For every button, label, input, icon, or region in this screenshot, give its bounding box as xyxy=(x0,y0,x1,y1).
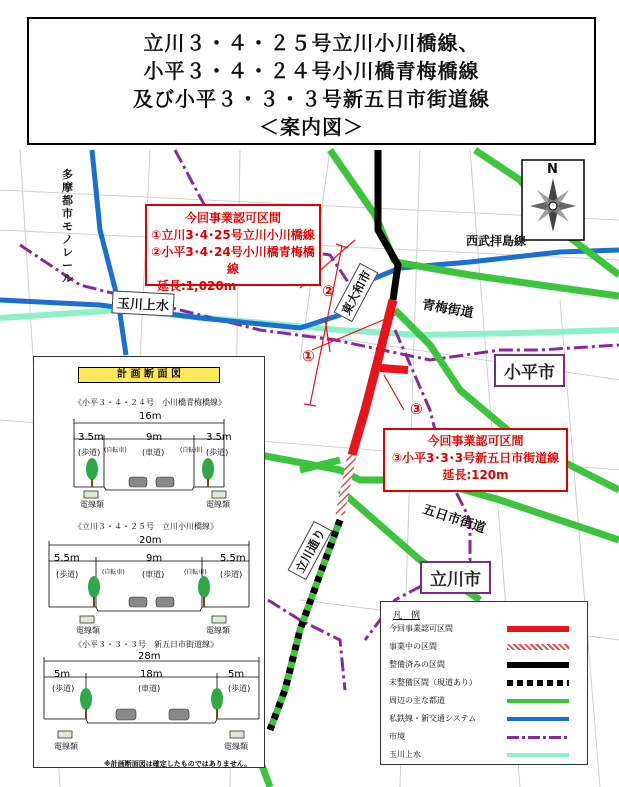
section3-center-width: 18m xyxy=(140,669,163,680)
section1-left-width: 3.5m xyxy=(78,432,104,443)
section2-center-width: 9m xyxy=(146,553,163,564)
section3-total: 28m xyxy=(138,651,161,662)
section2-title: 《立川３・４・２５号 立川小川橋線》 xyxy=(74,522,218,531)
cross-section-panel-title: 計 画 断 面 図 xyxy=(78,367,220,383)
legend-swatch-unimproved xyxy=(507,680,569,686)
section2-bike-left: (自転車) xyxy=(102,569,125,576)
section3-right-width: 5m xyxy=(228,669,245,680)
section2-sidewalk-right: (歩道) xyxy=(220,570,243,579)
legend-item-unimproved xyxy=(389,676,581,690)
section2-cable-right: 電線類 xyxy=(206,626,230,635)
section2-bike-right: (自転車) xyxy=(184,569,207,576)
section2-sidewalk-left: (歩道) xyxy=(56,570,79,579)
section3-sidewalk-right: (歩道) xyxy=(228,684,251,693)
section1-sidewalk-right: (歩道) xyxy=(206,448,229,457)
legend-swatch-in-progress xyxy=(507,644,569,650)
legend-label-city-boundary: 市境 xyxy=(389,732,405,741)
section1-road: (車道) xyxy=(142,448,165,457)
section2-road: (車道) xyxy=(142,570,165,579)
legend-label-tamagawa: 玉川上水 xyxy=(389,750,421,759)
section2-right-width: 5.5m xyxy=(220,553,246,564)
legend-label-in-progress: 事業中の区間 xyxy=(389,642,437,651)
section3-left-width: 5m xyxy=(54,669,71,680)
section1-right-width: 3.5m xyxy=(206,432,232,443)
section3-sidewalk-left: (歩道) xyxy=(52,684,75,693)
legend-panel xyxy=(380,601,588,765)
compass-label: N xyxy=(547,162,558,177)
monorail-label: 多摩都市モノレール xyxy=(62,168,73,285)
section1-total: 16m xyxy=(139,411,162,422)
section2-cable-left: 電線類 xyxy=(76,626,100,635)
legend-title: 凡 例 xyxy=(393,611,421,621)
section1-bike-left: (自転車) xyxy=(104,447,127,454)
callout-approved-1-2 xyxy=(145,204,321,293)
section2-total: 20m xyxy=(139,535,162,546)
title-line-2: 小平３・４・２４号小川橋青梅橋線 xyxy=(143,59,480,83)
title-box xyxy=(27,17,596,145)
legend-item-railway xyxy=(389,712,581,726)
cross-section-panel xyxy=(33,356,265,768)
section1-bike-right: (自転車) xyxy=(180,447,203,454)
legend-swatch-approved xyxy=(507,626,569,632)
callout-top-heading: 今回事業認可区間 xyxy=(184,211,281,225)
callout-right-length: 延長:120m xyxy=(442,468,509,482)
kodaira-city-label: 小平市 xyxy=(494,354,565,387)
legend-item-major-road xyxy=(389,694,581,708)
section1-cable-left: 電線類 xyxy=(80,500,104,509)
ome-kaido-label: 青梅街道 xyxy=(420,297,475,322)
higashiyamato-label: 東大和市 xyxy=(334,263,379,322)
legend-swatch-city-boundary xyxy=(507,736,569,739)
title-line-4: ＜案内図＞ xyxy=(259,115,364,139)
marker-3: ③ xyxy=(410,400,423,418)
callout-right-heading: 今回事業認可区間 xyxy=(427,434,524,448)
legend-swatch-railway xyxy=(507,717,569,721)
section1-center-width: 9m xyxy=(146,432,163,443)
marker-1: ① xyxy=(302,347,315,365)
itsukaichi-kaido-label: 五日市街道 xyxy=(420,502,488,537)
legend-item-in-progress xyxy=(389,640,581,654)
legend-item-approved xyxy=(389,622,581,636)
section1-title: 《小平３・４・２４号 小川橋青梅橋線》 xyxy=(74,398,226,407)
legend-item-city-boundary xyxy=(389,730,581,744)
cross-section-note: ※計画断面図は確定したものではありません。 xyxy=(104,760,252,768)
callout-approved-3 xyxy=(383,428,568,492)
approved-section-3-road xyxy=(380,368,408,370)
section3-cable-left: 電線類 xyxy=(54,742,78,751)
tamagawa-josui-label: 玉川上水 xyxy=(111,290,174,316)
callout-top-line2: ①立川3･4･25号立川小川橋線 xyxy=(151,228,315,242)
section3-road: (車道) xyxy=(138,684,161,693)
title-line-1: 立川３・４・２５号立川小川橋線、 xyxy=(143,31,480,55)
legend-label-unimproved: 未整備区間（現道あり） xyxy=(389,678,477,687)
section3-title: 《小平３・３・３号 新五日市街道線》 xyxy=(74,640,218,649)
legend-label-major-road: 周辺の主な都道 xyxy=(389,696,445,705)
legend-item-tamagawa xyxy=(389,748,581,762)
legend-swatch-completed xyxy=(507,662,569,668)
tachikawa-dori-label: 立川通り xyxy=(288,521,333,580)
callout-top-line3: ②小平3･4･24号小川橋青梅橋線 xyxy=(151,245,315,276)
callout-top-length: 延長:1,020m xyxy=(157,279,237,293)
legend-item-completed xyxy=(389,658,581,672)
seibu-haijima-label: 西武拝島線 xyxy=(466,234,527,248)
cross-section-drawings xyxy=(34,357,263,766)
section1-sidewalk-left: (歩道) xyxy=(78,448,101,457)
title-line-3: 及び小平３・３・３号新五日市街道線 xyxy=(133,87,490,111)
section3-cable-right: 電線類 xyxy=(224,742,248,751)
legend-label-approved: 今回事業認可区間 xyxy=(389,624,453,633)
legend-label-railway: 私鉄線・新交通システム xyxy=(389,714,477,723)
marker-2: ② xyxy=(322,282,335,300)
legend-swatch-tamagawa xyxy=(507,753,569,757)
section1-cable-right: 電線類 xyxy=(206,500,230,509)
legend-swatch-major-road xyxy=(507,699,569,703)
tachikawa-city-label: 立川市 xyxy=(420,561,491,594)
callout-right-line2: ③小平3･3･3号新五日市街道線 xyxy=(391,451,560,465)
legend-label-completed: 整備済みの区間 xyxy=(389,660,445,669)
section2-left-width: 5.5m xyxy=(54,553,80,564)
